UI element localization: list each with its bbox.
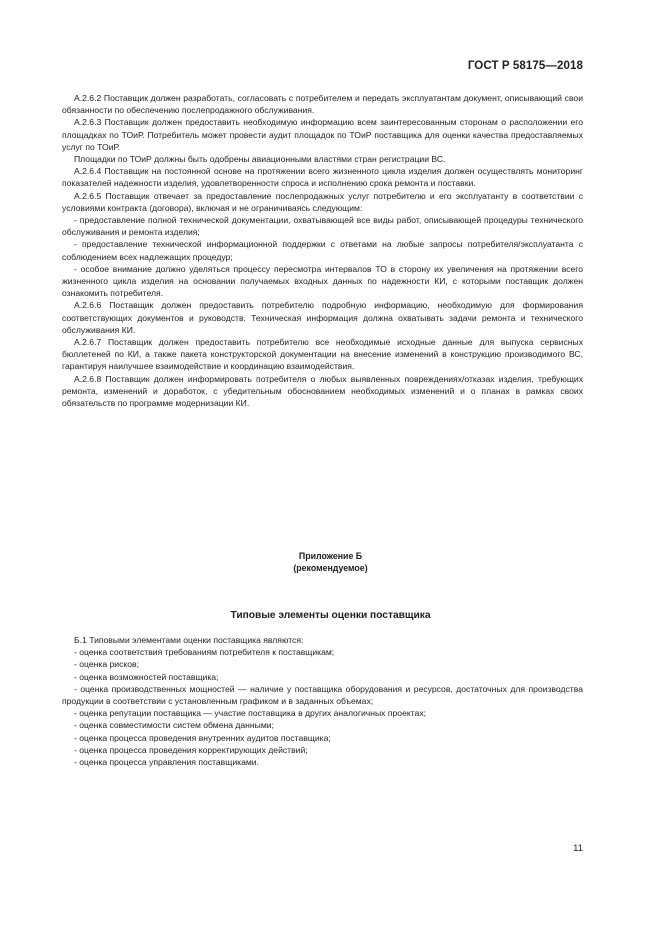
- list-item: - оценка процесса управления поставщиками.: [74, 757, 259, 768]
- list-item: - оценка рисков;: [74, 659, 139, 670]
- section-a-text: [62, 92, 583, 409]
- page-number: 11: [573, 843, 583, 854]
- paragraph: А.2.6.6 Поставщик должен предоставить потребителю подробную информацию, необходимую для формирования соответствующих документов и руководств. Техническая информация должна охватывать задачи ремонта и технического обслуживания КИ.: [62, 300, 583, 335]
- list-item: - особое внимание должно уделяться процессу пересмотра интервалов ТО в сторону их увеличения на протяжении всего жизненного цикла изделия на основании получаемых входных данных по надежности КИ, с которыми поставщик должен ознакомить потребителя.: [62, 263, 583, 299]
- section-b-text: [62, 634, 583, 768]
- document-number: ГОСТ Р 58175—2018: [467, 60, 583, 72]
- paragraph: А.2.6.4 Поставщик на постоянной основе на протяжении всего жизненного цикла изделия должен осуществлять мониторинг показателей надежности изделия, удовлетворенности спроса и исполнению срока ремонта и поставки.: [62, 166, 583, 189]
- paragraph: А.2.6.8 Поставщик должен информировать потребителя о любых выявленных повреждениях/отказах изделия, требующих ремонта, изменений и доработок, с убедительным обоснованием необходимых изменений и о планах в рамках своих обязательств по программе модернизации КИ.: [62, 373, 583, 409]
- list-item: - оценка совместимости систем обмена данными;: [74, 720, 274, 731]
- paragraph: А.2.6.2 Поставщик должен разработать, согласовать с потребителем и передать эксплуатантам документ, описывающий свои обязанности по обеспечению послепродажного обслуживания.: [62, 93, 583, 116]
- annex-title: Приложение Б: [298, 551, 363, 561]
- annex-label: [0, 550, 661, 574]
- list-item: - оценка возможностей поставщика;: [74, 671, 219, 682]
- paragraph: Площадки по ТОиР должны быть одобрены авиационными властями стран регистрации ВС.: [74, 154, 446, 165]
- list-item: - оценка процесса проведения корректирующих действий;: [74, 744, 308, 755]
- list-item: - предоставление технической информационной поддержки с ответами на любые запросы потребителя/эксплуатанта с соблюдением всех надлежащих процедур;: [62, 239, 583, 262]
- paragraph: А.2.6.3 Поставщик должен предоставить необходимую информацию всем заинтересованным сторонам о расположении его площадках по ТОиР. Потребитель может провести аудит площадок по ТОиР поставщика для оценки качества предоставляемых услуг по ТОиР.: [62, 117, 583, 152]
- list-item: - оценка репутации поставщика — участие поставщика в других аналогичных проектах;: [74, 708, 427, 719]
- list-item: - предоставление полной технической документации, охватывающей все виды работ, описывающей процедуры технического обслуживания и ремонта изделия;: [62, 215, 583, 238]
- annex-subtitle: (рекомендуемое): [293, 563, 368, 573]
- list-item: - оценка производственных мощностей — наличие у поставщика оборудования и ресурсов, достаточных для производства продукции в соответствии с установленным графиком и в заданных объемах;: [62, 683, 583, 707]
- paragraph: А.2.6.5 Поставщик отвечает за предоставление послепродажных услуг потребителю и его эксплуатанту в соответствии с условиями контракта (договора), включая и не ограничиваясь следующим:: [62, 190, 583, 213]
- list-item: - оценка соответствия требованиям потребителя к поставщикам;: [74, 647, 335, 658]
- paragraph: Б.1 Типовыми элементами оценки поставщика являются:: [74, 635, 304, 645]
- annex-heading: Типовые элементы оценки поставщика: [230, 610, 431, 621]
- list-item: - оценка процесса проведения внутренних аудитов поставщика;: [74, 732, 331, 743]
- paragraph: А.2.6.7 Поставщик должен предоставить потребителю все необходимые исходные данные для выпуска сервисных бюллетеней по КИ, а также пакета конструкторской документации на внесение изменений в конструкцию производимого ВС, гарантируя наилучшее взаимодействие и координацию взаимодействия.: [62, 337, 583, 372]
